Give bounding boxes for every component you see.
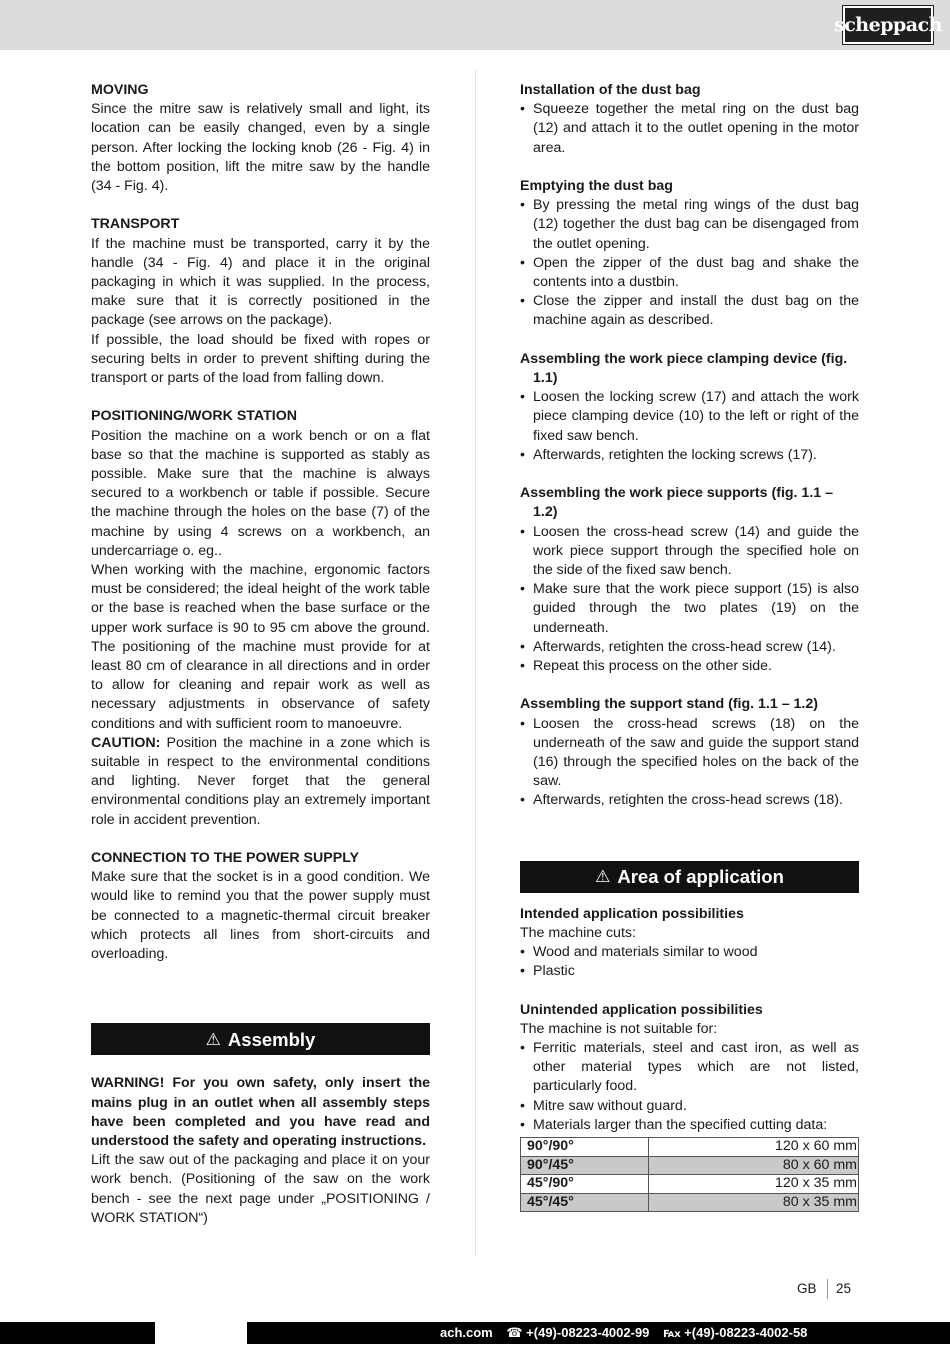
list-item: • Mitre saw without guard. bbox=[520, 1097, 859, 1116]
list-item: • Loosen the locking screw (17) and attach the work piece clamping device (10) to the left or right of the fixed saw bench. bbox=[520, 388, 859, 446]
list-item: • Squeeze together the metal ring on the dust bag (12) and attach it to the outlet opening in the motor area. bbox=[520, 100, 859, 158]
supports-heading: Assembling the work piece supports (fig. 1.1 – 1.2) bbox=[520, 485, 833, 521]
assembly-section-bar bbox=[91, 1023, 430, 1055]
stand-list bbox=[520, 715, 859, 811]
list-item: • Make sure that the work piece support (15) is also guided through the two plates (19) on the underneath. bbox=[520, 580, 859, 638]
assembly-title: Assembly bbox=[227, 1028, 316, 1050]
language-code: GB bbox=[797, 1281, 817, 1296]
warning-triangle-icon: ⚠ bbox=[595, 867, 611, 887]
list-item: • Loosen the cross-head screw (14) and guide the work piece support through the specified hole on the side of the fixed saw bench. bbox=[520, 523, 859, 581]
power-supply-heading: CONNECTION TO THE POWER SUPPLY bbox=[91, 850, 360, 867]
list-item: • Open the zipper of the dust bag and shake the contents into a dustbin. bbox=[520, 254, 859, 292]
footer-separator bbox=[827, 1279, 828, 1299]
moving-text: Since the mitre saw is relatively small and light, its location can be easily changed, even by a single person. After locking the locking knob (26 - Fig. 4) in the bottom position, lift the mitre saw by the handle (34 - Fig. 4). bbox=[91, 101, 430, 195]
moving-heading: MOVING bbox=[91, 82, 149, 98]
header-bar bbox=[0, 0, 950, 50]
assembly-text: Lift the saw out of the packaging and place it on your work bench. (Positioning of the saw on the work bench - see the next page under „POSITIONING / WORK STATION“) bbox=[91, 1152, 430, 1226]
dustbag-empty-list bbox=[520, 196, 859, 330]
list-item: • By pressing the metal ring wings of the dust bag (12) together the dust bag can be disengaged from the outlet opening. bbox=[520, 196, 859, 254]
left-column bbox=[91, 81, 430, 1228]
table-cell-angle: 90°/45° bbox=[521, 1156, 649, 1175]
intended-heading: Intended application possibilities bbox=[520, 905, 744, 922]
cutting-data-table bbox=[520, 1137, 859, 1212]
stand-heading: Assembling the support stand (fig. 1.1 – 1.2) bbox=[520, 696, 818, 713]
supports-list bbox=[520, 523, 859, 677]
contact-info bbox=[440, 1323, 817, 1343]
table-cell-size: 120 x 60 mm bbox=[648, 1138, 858, 1157]
fax-number: ℻ +(49)-08223-4002-58 bbox=[663, 1325, 808, 1340]
intended-list bbox=[520, 943, 859, 981]
list-item: • Wood and materials similar to wood bbox=[520, 943, 859, 962]
transport-text-1: If the machine must be transported, carry it by the handle (34 - Fig. 4) and place it in the original packaging in which it was supplied. In the process, make sure that it is correctly positioned in the package (see arrows on the package). bbox=[91, 235, 430, 329]
list-item: • Close the zipper and install the dust bag on the machine again as described. bbox=[520, 292, 859, 330]
caution-label: CAUTION: bbox=[91, 734, 161, 751]
unintended-intro: The machine is not suitable for: bbox=[520, 1020, 718, 1037]
intended-intro: The machine cuts: bbox=[520, 924, 636, 941]
table-cell-size: 80 x 35 mm bbox=[648, 1193, 858, 1212]
list-item: • Materials larger than the specified cutting data: bbox=[520, 1116, 859, 1135]
list-item: • Afterwards, retighten the cross-head screws (18). bbox=[520, 791, 859, 810]
table-cell-size: 80 x 60 mm bbox=[648, 1156, 858, 1175]
unintended-list bbox=[520, 1039, 859, 1135]
warning-triangle-icon: ⚠ bbox=[205, 1029, 221, 1049]
page-number: 25 bbox=[836, 1281, 852, 1296]
right-column bbox=[520, 81, 859, 1212]
caution-paragraph bbox=[91, 734, 430, 830]
table-cell-angle: 45°/90° bbox=[521, 1175, 649, 1194]
list-item: • Afterwards, retighten the locking screws (17). bbox=[520, 446, 859, 465]
list-item: • Ferritic materials, steel and cast iron, as well as other material types which are not listed, particularly food. bbox=[520, 1039, 859, 1097]
dustbag-install-list bbox=[520, 100, 859, 158]
contact-bar-gap bbox=[155, 1322, 247, 1344]
list-item: • Plastic bbox=[520, 962, 859, 981]
area-title: Area of application bbox=[617, 866, 784, 888]
assembly-warning: WARNING! For you own safety, only insert the mains plug in an outlet when all assembly steps have been completed and you have read and understood the safety and operating instructions. bbox=[91, 1075, 430, 1149]
brand-logo: scheppach bbox=[843, 6, 933, 44]
unintended-heading: Unintended application possibilities bbox=[520, 1001, 763, 1018]
table-cell-angle: 45°/45° bbox=[521, 1193, 649, 1212]
positioning-heading: POSITIONING/WORK STATION bbox=[91, 408, 297, 425]
transport-heading: TRANSPORT bbox=[91, 216, 180, 233]
dustbag-empty-heading: Emptying the dust bag bbox=[520, 178, 673, 194]
positioning-text-2: When working with the machine, ergonomic factors must be considered; the ideal height of the work table or the base is reached when the base surface or the upper work surface is 90 to 95 cm above the ground. The positioning of the machine must provide for at least 80 cm of clearance in all directions and in order to allow for cleaning and repair work as well as necessary adjustments in observance of safety conditions and with sufficient room to manoeuvre. bbox=[91, 562, 430, 732]
table-row bbox=[521, 1193, 859, 1212]
table-row bbox=[521, 1138, 859, 1157]
list-item: • Loosen the cross-head screws (18) on the underneath of the saw and guide the support stand (16) through the specified holes on the back of the saw. bbox=[520, 715, 859, 792]
table-row bbox=[521, 1175, 859, 1194]
positioning-text-1: Position the machine on a work bench or on a flat base so that the machine is supported as stably as possible. Make sure that the machine is always secured to a workbench or table if possible. Secure the machine through the holes on the base (7) of the machine by using 4 screws on a workbench, an undercarriage o. eg.. bbox=[91, 427, 430, 559]
clamp-list bbox=[520, 388, 859, 465]
caution-text: Position the machine in a zone which is suitable in respect to the environmental conditions and lighting. Never forget that the general environmental conditions play an extremely important role in accident prevention. bbox=[91, 734, 430, 828]
list-item: • Afterwards, retighten the cross-head screw (14). bbox=[520, 638, 859, 657]
clamp-heading: Assembling the work piece clamping device (fig. 1.1) bbox=[520, 350, 848, 387]
column-divider bbox=[475, 70, 476, 1255]
table-row bbox=[521, 1156, 859, 1175]
dustbag-install-heading: Installation of the dust bag bbox=[520, 82, 701, 98]
website-link[interactable]: ach.com bbox=[440, 1325, 493, 1340]
table-cell-size: 120 x 35 mm bbox=[648, 1175, 858, 1194]
transport-text-2: If possible, the load should be fixed with ropes or securing belts in order to prevent shifting during the transport or parts of the load from falling down. bbox=[91, 331, 430, 387]
table-cell-angle: 90°/90° bbox=[521, 1138, 649, 1157]
phone-number: ☎ +(49)-08223-4002-99 bbox=[506, 1325, 650, 1340]
area-section-bar bbox=[520, 861, 859, 893]
power-supply-text: Make sure that the socket is in a good condition. We would like to remind you that the power supply must be connected to a magnetic-thermal circuit breaker which protects all lines from short-circuits and overloading. bbox=[91, 869, 430, 963]
list-item: • Repeat this process on the other side. bbox=[520, 657, 859, 676]
